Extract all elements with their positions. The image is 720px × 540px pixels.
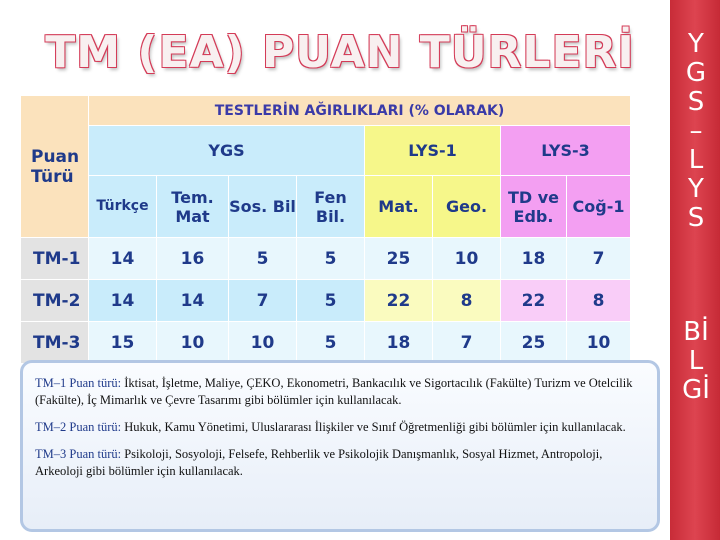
side-panel-bottom-text: Bİ L Gİ: [682, 317, 710, 405]
subject-header: Sos. Bil: [229, 176, 297, 238]
table-cell: 5: [297, 322, 365, 364]
subject-header: Coğ-1: [567, 176, 631, 238]
table-row: [21, 322, 631, 364]
table-cell: 5: [297, 280, 365, 322]
note-text: Psikoloji, Sosyoloji, Felsefe, Rehberlik ve Psikolojik Danışmanlık, Sosyal Hizmet, Antropoloji, Arkeoloji gibi bölümler için kullanılacak.: [35, 447, 603, 478]
row-header: TM-3: [21, 322, 89, 364]
table-cell: 18: [365, 322, 433, 364]
table-cell: 7: [433, 322, 501, 364]
subject-header: TD ve Edb.: [501, 176, 567, 238]
table-row: [21, 238, 631, 280]
table-cell: 16: [157, 238, 229, 280]
table-row: [21, 280, 631, 322]
table-cell: 14: [89, 238, 157, 280]
subject-header: Geo.: [433, 176, 501, 238]
table-cell: 10: [433, 238, 501, 280]
table-cell: 8: [433, 280, 501, 322]
note-tm2: [35, 419, 647, 436]
group-header-lys1: LYS-1: [365, 126, 501, 176]
table-cell: 22: [365, 280, 433, 322]
table-cell: 18: [501, 238, 567, 280]
table-cell: 5: [297, 238, 365, 280]
notes-box: [20, 360, 660, 532]
note-term: TM–1 Puan türü:: [35, 376, 122, 390]
table-cell: 14: [89, 280, 157, 322]
table-cell: 10: [229, 322, 297, 364]
table-cell: 14: [157, 280, 229, 322]
row-header: TM-2: [21, 280, 89, 322]
note-tm3: [35, 446, 647, 480]
table-cell: 25: [365, 238, 433, 280]
group-header-lys3: LYS-3: [501, 126, 631, 176]
note-text: Hukuk, Kamu Yönetimi, Uluslararası İlişkiler ve Sınıf Öğretmenliği gibi bölümler için kullanılacak.: [121, 420, 626, 434]
table-cell: 15: [89, 322, 157, 364]
table-cell: 22: [501, 280, 567, 322]
row-header: TM-1: [21, 238, 89, 280]
note-tm1: [35, 375, 647, 409]
table-cell: 8: [567, 280, 631, 322]
table-cell: 7: [567, 238, 631, 280]
table-cell: 25: [501, 322, 567, 364]
group-header-ygs: YGS: [89, 126, 365, 176]
table-cell: 10: [157, 322, 229, 364]
note-term: TM–3 Puan türü:: [35, 447, 122, 461]
subject-header: Türkçe: [89, 176, 157, 238]
subject-header: Mat.: [365, 176, 433, 238]
subject-header: Fen Bil.: [297, 176, 365, 238]
table-cell: 7: [229, 280, 297, 322]
note-text: İktisat, İşletme, Maliye, ÇEKO, Ekonometri, Bankacılık ve Sigortacılık (Fakülte) Turizm ve Otelcilik (Fakülte), İç Mimarlık ve Çevre Tasarımı gibi bölümler için kullanılacak.: [35, 376, 633, 407]
page-title: TM (EA) PUAN TÜRLERİ: [45, 27, 635, 78]
row-label-header: Puan Türü: [21, 96, 89, 238]
side-panel-top-text: Y G S – L Y S: [685, 29, 707, 233]
table-cell: 10: [567, 322, 631, 364]
note-term: TM–2 Puan türü:: [35, 420, 122, 434]
weights-table: [20, 95, 631, 364]
subject-header: Tem. Mat: [157, 176, 229, 238]
side-panel: [668, 0, 720, 540]
table-header: TESTLERİN AĞIRLIKLARI (% OLARAK): [89, 96, 631, 126]
table-cell: 5: [229, 238, 297, 280]
